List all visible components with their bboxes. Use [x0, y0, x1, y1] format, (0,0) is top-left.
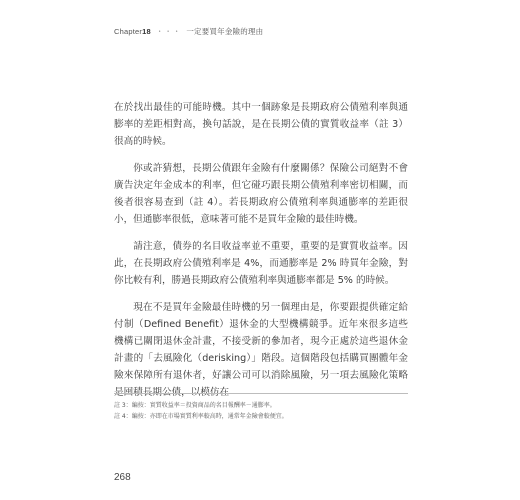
footnote-3: 註 3：編按：實質收益率＝投資商品的名目報酬率－通膨率。	[114, 402, 276, 409]
paragraph-1: 在於找出最佳的可能時機。其中一個跡象是長期政府公債殖利率與通膨率的差距相對高，換句話說，是在長期公債的實質收益率（註 3）很高的時候。	[114, 102, 408, 147]
footnotes	[114, 400, 408, 422]
paragraph-2: 你或許猜想，長期公債跟年金險有什麼關係？保險公司絕對不會廣告決定年金成本的利率，但它碰巧跟長期公債殖利率密切相關，而後者很容易查到（註 4）。若長期政府公債殖利率與通膨率的差距很小，但通膨率很低，意味著可能不是買年金險的最佳時機。	[114, 163, 408, 225]
footnote-4: 註 4：編按：亦即在市場實質利率較高時，通常年金險會較便宜。	[114, 413, 288, 420]
paragraph-3: 請注意，債券的名目收益率並不重要，重要的是實質收益率。因此，在長期政府公債殖利率是 4%，而通膨率是 2% 時買年金險，對你比較有利，勝過長期政府公債殖利率與通膨率都是 5% 的時候。	[114, 241, 408, 286]
chapter-word: Chapter	[114, 27, 143, 36]
paragraph-4: 現在不是買年金險最佳時機的另一個理由是，你要跟提供確定給付制（Defined Benefit）退休金的大型機構競爭。近年來很多這些機構已關閉退休金計畫，不接受新的參加者，現今正處於這些退休金計畫的「去風險化（derisking）」階段。這個階段包括購買團體年金險來保障所有退休者，好讓公司可以消除風險，另一項去風險化策略是囤積長期公債，以模仿在	[114, 302, 408, 398]
chapter-number: 18	[142, 27, 151, 36]
chapter-label	[114, 27, 151, 36]
running-header	[114, 26, 263, 37]
footnote-rule	[114, 393, 408, 394]
page-number: 268	[114, 472, 131, 483]
body-text	[114, 99, 408, 401]
chapter-title: 一定要買年金險的理由	[186, 27, 264, 36]
header-dots: ・・・	[155, 27, 182, 36]
